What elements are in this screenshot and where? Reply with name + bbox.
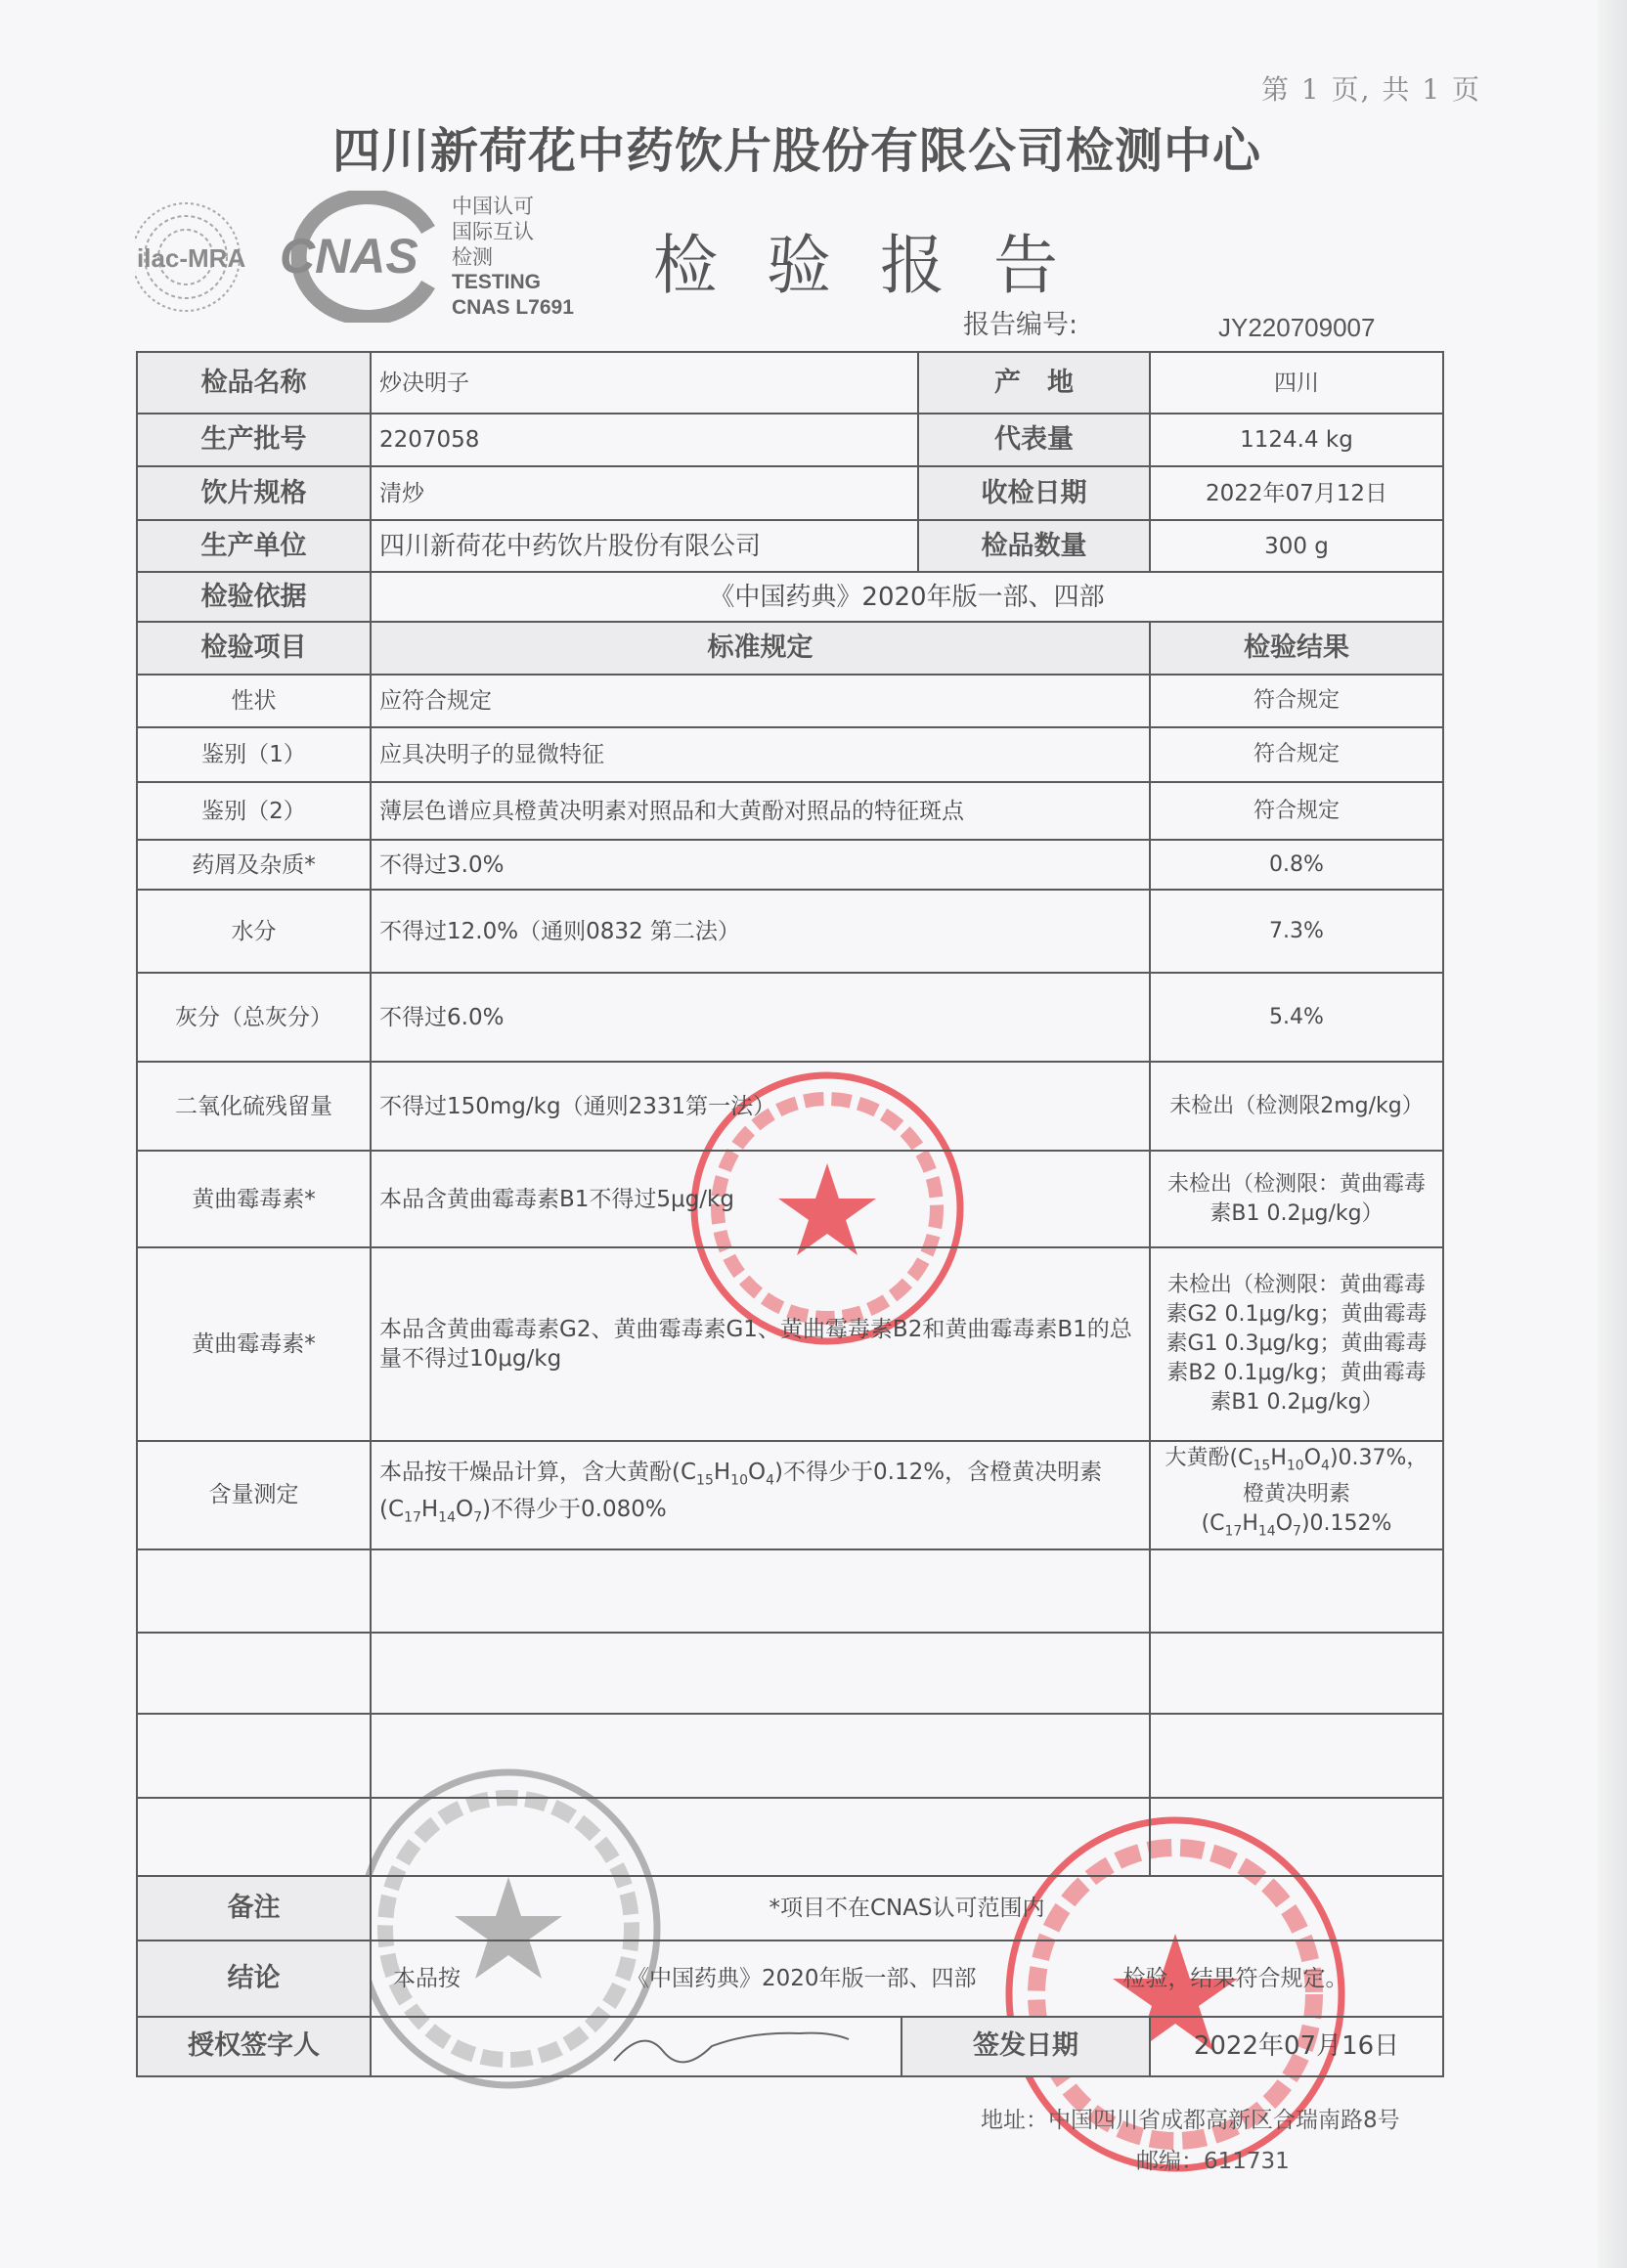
conclusion-part: 检验，结果符合规定。: [1122, 1965, 1348, 1991]
formula-text: 本品按干燥品计算，含大黄酚(C: [379, 1459, 697, 1485]
formula-text: H: [1242, 1511, 1258, 1537]
receive-date: 2022年07月12日: [1150, 466, 1443, 520]
test-item: 性状: [137, 675, 371, 727]
signature-row: [137, 2017, 1443, 2076]
table-row: [137, 1062, 1443, 1151]
formula-text: )0.152%: [1300, 1511, 1392, 1537]
formula-text: )不得少于0.080%: [482, 1497, 667, 1523]
accreditation-line: 国际互认: [452, 220, 534, 243]
receive-date-label: 收检日期: [918, 466, 1150, 520]
basis-label: 检验依据: [137, 572, 371, 622]
test-item: 鉴别（2）: [137, 782, 371, 840]
conclusion-part: 本品按: [393, 1965, 461, 1991]
sample-qty: 300 g: [1150, 520, 1443, 572]
remarks-label: 备注: [137, 1876, 371, 1941]
accreditation-number: CNAS L7691: [452, 296, 574, 319]
table-row: [137, 890, 1443, 973]
origin-label: 产 地: [918, 352, 1150, 414]
signer-signature: [371, 2017, 901, 2076]
product-name: 炒决明子: [371, 352, 918, 414]
remarks: *项目不在CNAS认可范围内: [371, 1876, 1443, 1941]
table-row: [137, 840, 1443, 890]
column-header-item: 检验项目: [137, 622, 371, 675]
report-title: 检验报告: [653, 228, 1107, 303]
empty-row: [137, 1798, 1443, 1876]
table-row: [137, 1247, 1443, 1441]
quantity-rep-label: 代表量: [918, 414, 1150, 466]
table-row: [137, 1151, 1443, 1247]
test-standard: 不得过3.0%: [371, 840, 1150, 890]
address: 地址：中国四川省成都高新区合瑞南路8号: [981, 2108, 1400, 2133]
formula-text: 大黄酚(C: [1165, 1446, 1253, 1470]
test-result: 未检出（检测限2mg/kg）: [1150, 1062, 1443, 1151]
test-standard: 不得过12.0%（通则0832 第二法）: [371, 890, 1150, 973]
sample-qty-label: 检品数量: [918, 520, 1150, 572]
test-standard: 本品含黄曲霉毒素B1不得过5μg/kg: [371, 1151, 1150, 1247]
quantity-rep: 1124.4 kg: [1150, 414, 1443, 466]
test-standard: 薄层色谱应具橙黄决明素对照品和大黄酚对照品的特征斑点: [371, 782, 1150, 840]
issue-date-label: 签发日期: [901, 2017, 1150, 2076]
formula-text: H: [420, 1497, 439, 1523]
test-item: 黄曲霉毒素*: [137, 1151, 371, 1247]
subscript: 4: [1321, 1458, 1330, 1474]
signer-label: 授权签字人: [137, 2017, 371, 2076]
batch: 2207058: [371, 414, 918, 466]
test-result: [1150, 1441, 1443, 1549]
test-standard: 本品含黄曲霉毒素G2、黄曲霉毒素G1、黄曲霉毒素B2和黄曲霉毒素B1的总量不得过10μg/kg: [371, 1247, 1150, 1441]
test-item: 黄曲霉毒素*: [137, 1247, 371, 1441]
info-row: [137, 414, 1443, 466]
info-row: [137, 466, 1443, 520]
subscript: 7: [1293, 1523, 1301, 1540]
spec: 清炒: [371, 466, 918, 520]
accreditation-text: [452, 194, 574, 321]
conclusion-part: 《中国药典》2020年版一部、四部: [627, 1965, 977, 1991]
test-result: 符合规定: [1150, 675, 1443, 727]
conclusion-row: [137, 1941, 1443, 2017]
test-item: 鉴别（1）: [137, 727, 371, 782]
formula-text: O: [1303, 1446, 1322, 1470]
page-number: 第 1 页, 共 1 页: [1261, 73, 1482, 106]
accreditation-line: TESTING: [452, 271, 542, 293]
subscript: 4: [766, 1472, 775, 1489]
conclusion-label: 结论: [137, 1941, 371, 2017]
empty-row: [137, 1549, 1443, 1633]
table-row: [137, 782, 1443, 840]
organization-title: 四川新荷花中药饮片股份有限公司检测中心: [332, 123, 1262, 179]
test-result: 0.8%: [1150, 840, 1443, 890]
test-standard: [371, 1441, 1150, 1549]
svg-text:ilac-MRA: ilac-MRA: [137, 243, 246, 273]
formula-text: )0.37%，橙黄决明素(C: [1201, 1446, 1429, 1537]
conclusion: [371, 1941, 1443, 2017]
formula-text: H: [713, 1459, 731, 1485]
table-row: [137, 727, 1443, 782]
subscript: 14: [1257, 1523, 1276, 1540]
test-standard: 应具决明子的显微特征: [371, 727, 1150, 782]
product-name-label: 检品名称: [137, 352, 371, 414]
info-row: [137, 352, 1443, 414]
header-row: [137, 622, 1443, 675]
column-header-result: 检验结果: [1150, 622, 1443, 675]
inspection-table: [136, 351, 1444, 2077]
spec-label: 饮片规格: [137, 466, 371, 520]
subscript: 15: [1253, 1458, 1271, 1474]
report-number: JY220709007: [1218, 313, 1376, 342]
test-item: 药屑及杂质*: [137, 840, 371, 890]
formula-text: )不得少于0.12%，含橙黄决明素(C: [379, 1459, 1103, 1523]
table-row: [137, 973, 1443, 1062]
manufacturer-label: 生产单位: [137, 520, 371, 572]
issue-date: 2022年07月16日: [1150, 2017, 1443, 2076]
info-row: [137, 572, 1443, 622]
subscript: 7: [473, 1509, 483, 1526]
formula-text: O: [1275, 1511, 1294, 1537]
test-result: 符合规定: [1150, 782, 1443, 840]
empty-row: [137, 1714, 1443, 1798]
table-row: [137, 1441, 1443, 1549]
test-item: 灰分（总灰分）: [137, 973, 371, 1062]
test-item: 含量测定: [137, 1441, 371, 1549]
report-number-label: 报告编号:: [963, 310, 1078, 340]
accreditation-line: 中国认可: [452, 195, 534, 218]
empty-row: [137, 1633, 1443, 1714]
signature-scribble: [604, 2022, 858, 2071]
test-result: 5.4%: [1150, 973, 1443, 1062]
manufacturer: 四川新荷花中药饮片股份有限公司: [371, 520, 918, 572]
basis: 《中国药典》2020年版一部、四部: [371, 572, 1443, 622]
formula-text: O: [456, 1497, 474, 1523]
formula-text: H: [1270, 1446, 1287, 1470]
ilac-mra-logo: [135, 203, 245, 311]
subscript: 15: [696, 1472, 714, 1489]
info-row: [137, 520, 1443, 572]
test-result: 7.3%: [1150, 890, 1443, 973]
accreditation-line: 检测: [452, 245, 493, 269]
remarks-row: [137, 1876, 1443, 1941]
origin: 四川: [1150, 352, 1443, 414]
test-result: 符合规定: [1150, 727, 1443, 782]
test-result: 未检出（检测限：黄曲霉毒素B1 0.2μg/kg）: [1150, 1151, 1443, 1247]
test-standard: 不得过150mg/kg（通则2331第一法）: [371, 1062, 1150, 1151]
paper-edge: [1598, 0, 1627, 2268]
subscript: 14: [438, 1509, 456, 1526]
subscript: 10: [1286, 1458, 1304, 1474]
test-standard: 应符合规定: [371, 675, 1150, 727]
cnas-logo: [280, 196, 428, 318]
test-item: 二氧化硫残留量: [137, 1062, 371, 1151]
column-header-standard: 标准规定: [371, 622, 1150, 675]
test-item: 水分: [137, 890, 371, 973]
test-result: 未检出（检测限：黄曲霉毒素G2 0.1μg/kg；黄曲霉毒素G1 0.3μg/kg；黄曲霉毒素B2 0.1μg/kg；黄曲霉毒素B1 0.2μg/kg）: [1150, 1247, 1443, 1441]
svg-text:CNAS: CNAS: [280, 229, 418, 284]
subscript: 17: [1224, 1523, 1243, 1540]
table-row: [137, 675, 1443, 727]
subscript: 17: [404, 1509, 421, 1526]
formula-text: O: [748, 1459, 767, 1485]
test-standard: 不得过6.0%: [371, 973, 1150, 1062]
postcode: 邮编：611731: [1136, 2149, 1290, 2174]
subscript: 10: [730, 1472, 748, 1489]
batch-label: 生产批号: [137, 414, 371, 466]
